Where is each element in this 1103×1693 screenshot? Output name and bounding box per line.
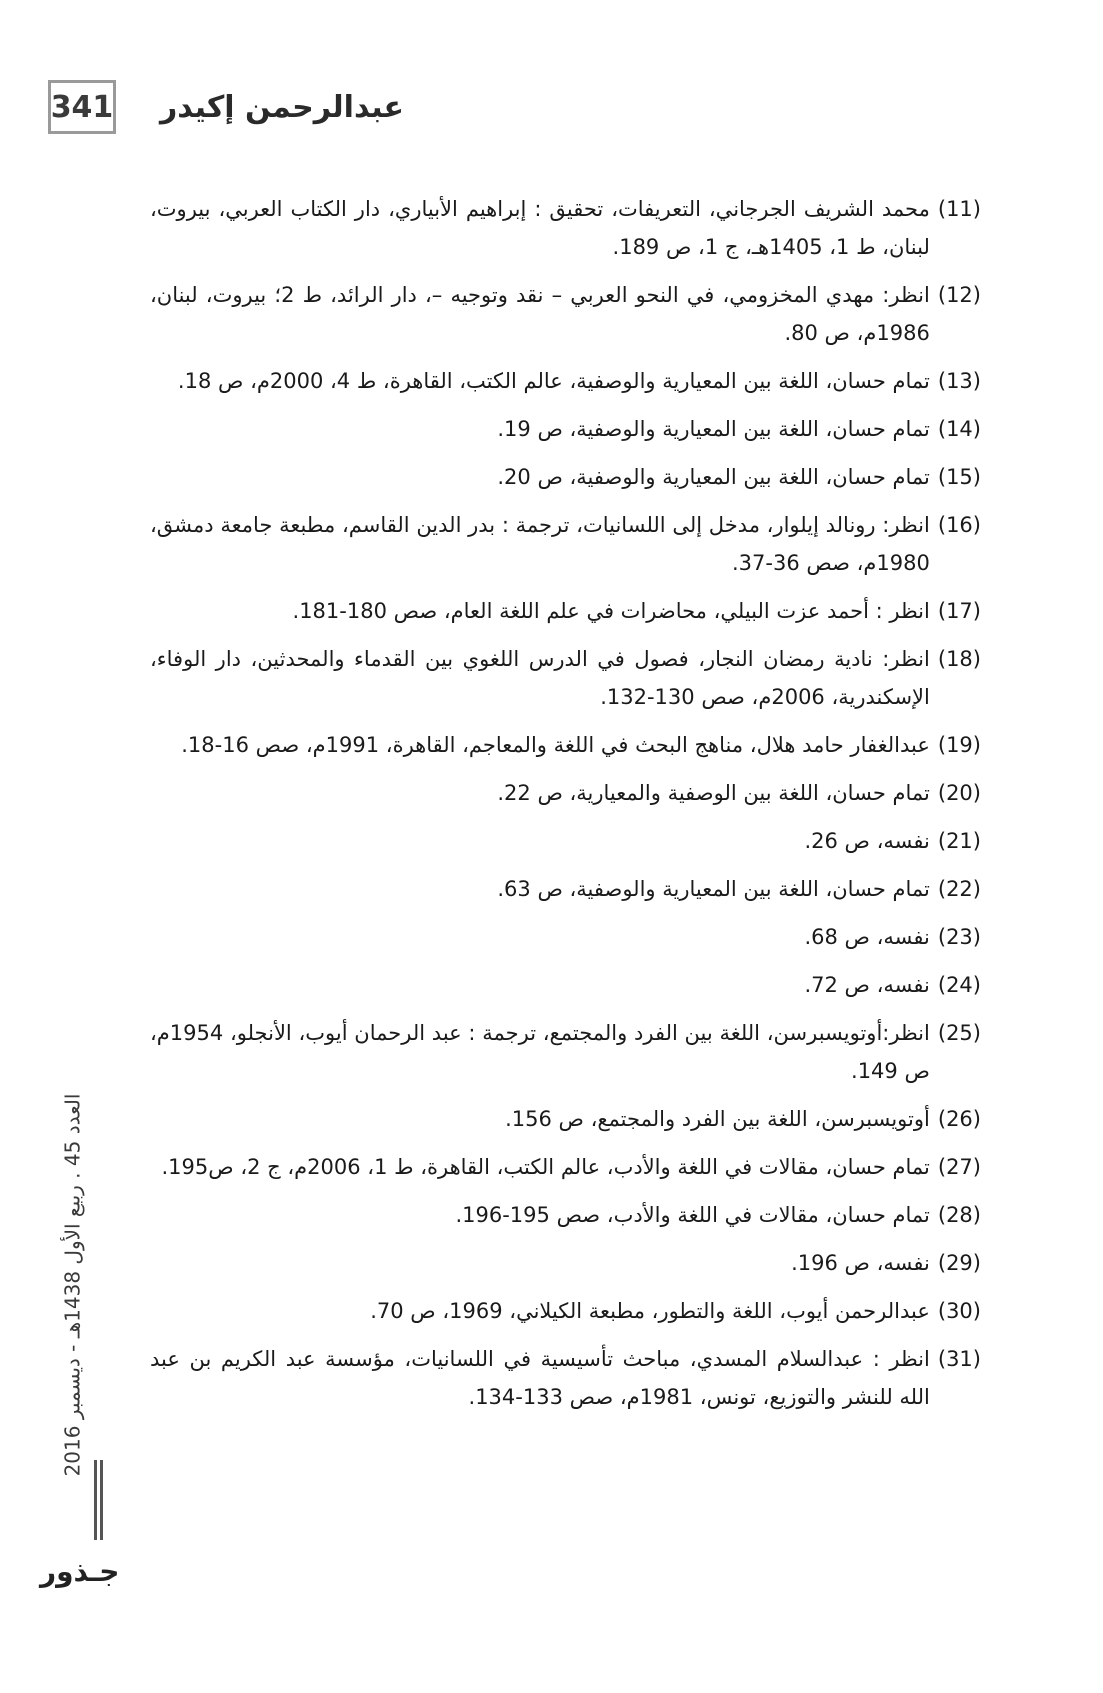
footnote-number: (17) bbox=[937, 599, 981, 623]
footnote-text: انظر : أحمد عزت البيلي، محاضرات في علم اللغة العام، صص 180-181. bbox=[292, 599, 930, 623]
footnote-item bbox=[150, 774, 981, 812]
footnote-text: تمام حسان، اللغة بين المعيارية والوصفية، ص 19. bbox=[497, 417, 930, 441]
footnote-number: (13) bbox=[937, 369, 981, 393]
sidebar-rule bbox=[100, 1460, 103, 1540]
footnote-number: (29) bbox=[937, 1251, 981, 1275]
footnote-text: أوتويسبرسن، اللغة بين الفرد والمجتمع، ص 156. bbox=[505, 1107, 930, 1131]
footnote-item bbox=[150, 918, 981, 956]
footnote-number: (12) bbox=[937, 283, 981, 307]
footnotes-list bbox=[150, 190, 981, 1426]
footnote-text: تمام حسان، مقالات في اللغة والأدب، صص 195-196. bbox=[455, 1203, 930, 1227]
footnote-item bbox=[150, 362, 981, 400]
footnote-number: (31) bbox=[937, 1347, 981, 1371]
footnote-text: نفسه، ص 26. bbox=[804, 829, 930, 853]
footnote-item bbox=[150, 1014, 981, 1090]
footnote-item bbox=[150, 410, 981, 448]
footnote-item bbox=[150, 640, 981, 716]
footnote-item bbox=[150, 870, 981, 908]
footnote-number: (23) bbox=[937, 925, 981, 949]
issue-info: العدد 45 . ربيع الأول 1438هـ - ديسمبر 2016 bbox=[60, 1093, 85, 1477]
footnote-number: (24) bbox=[937, 973, 981, 997]
footnote-text: انظر : عبدالسلام المسدي، مباحث تأسيسية في اللسانيات، مؤسسة عبد الكريم بن عبد الله للنشر والتوزيع، تونس، 1981م، صص 133-134. bbox=[150, 1347, 930, 1409]
sidebar-rule bbox=[94, 1460, 97, 1540]
footnote-item bbox=[150, 726, 981, 764]
footnote-item bbox=[150, 822, 981, 860]
footnote-text: محمد الشريف الجرجاني، التعريفات، تحقيق : إبراهيم الأبياري، دار الكتاب العربي، بيروت، لبنان، ط 1، 1405هـ، ج 1، ص 189. bbox=[150, 197, 930, 259]
footnote-number: (11) bbox=[937, 197, 981, 221]
footnote-number: (21) bbox=[937, 829, 981, 853]
author-name: عبدالرحمن إكيدر bbox=[160, 90, 405, 125]
footnote-text: تمام حسان، اللغة بين المعيارية والوصفية، عالم الكتب، القاهرة، ط 4، 2000م، ص 18. bbox=[177, 369, 930, 393]
footnote-text: تمام حسان، مقالات في اللغة والأدب، عالم الكتب، القاهرة، ط 1، 2006م، ج 2، ص195. bbox=[161, 1155, 930, 1179]
footnote-number: (14) bbox=[937, 417, 981, 441]
footnote-item bbox=[150, 1148, 981, 1186]
footnote-text: انظر: مهدي المخزومي، في النحو العربي – نقد وتوجيه –، دار الرائد، ط 2؛ بيروت، لبنان، 1986م، ص 80. bbox=[150, 283, 930, 345]
footnote-text: عبدالرحمن أيوب، اللغة والتطور، مطبعة الكيلاني، 1969، ص 70. bbox=[370, 1299, 930, 1323]
footnote-number: (16) bbox=[937, 513, 981, 537]
footnote-item bbox=[150, 1340, 981, 1416]
footnote-item bbox=[150, 1292, 981, 1330]
footnote-text: تمام حسان، اللغة بين المعيارية والوصفية، ص 20. bbox=[497, 465, 930, 489]
footnote-item bbox=[150, 592, 981, 630]
footnote-number: (18) bbox=[937, 647, 981, 671]
footnote-number: (30) bbox=[937, 1299, 981, 1323]
footnote-item bbox=[150, 190, 981, 266]
footnote-number: (20) bbox=[937, 781, 981, 805]
footnote-text: تمام حسان، اللغة بين الوصفية والمعيارية، ص 22. bbox=[497, 781, 930, 805]
footnote-text: عبدالغفار حامد هلال، مناهج البحث في اللغة والمعاجم، القاهرة، 1991م، صص 16-18. bbox=[181, 733, 930, 757]
footnote-item bbox=[150, 276, 981, 352]
issue-sidebar bbox=[50, 1050, 94, 1520]
footnote-text: تمام حسان، اللغة بين المعيارية والوصفية، ص 63. bbox=[497, 877, 930, 901]
footnote-number: (28) bbox=[937, 1203, 981, 1227]
footnote-number: (19) bbox=[937, 733, 981, 757]
footnote-item bbox=[150, 966, 981, 1004]
page-number: 341 bbox=[48, 80, 116, 134]
footnote-number: (25) bbox=[937, 1021, 981, 1045]
footnote-item bbox=[150, 1244, 981, 1282]
footnote-text: انظر:أوتويسبرسن، اللغة بين الفرد والمجتمع، ترجمة : عبد الرحمان أيوب، الأنجلو، 1954م، ص 149. bbox=[150, 1021, 930, 1083]
footnote-text: انظر: رونالد إيلوار، مدخل إلى اللسانيات، ترجمة : بدر الدين القاسم، مطبعة جامعة دمشق، 1980م، صص 36-37. bbox=[150, 513, 930, 575]
footnote-text: انظر: نادية رمضان النجار، فصول في الدرس اللغوي بين القدماء والمحدثين، دار الوفاء، الإسكندرية، 2006م، صص 130-132. bbox=[150, 647, 930, 709]
footnote-text: نفسه، ص 196. bbox=[791, 1251, 930, 1275]
footnote-item bbox=[150, 1100, 981, 1138]
footnote-number: (26) bbox=[937, 1107, 981, 1131]
journal-logo: جـذور bbox=[40, 1555, 120, 1588]
footnote-item bbox=[150, 506, 981, 582]
footnote-text: نفسه، ص 72. bbox=[804, 973, 930, 997]
footnote-number: (22) bbox=[937, 877, 981, 901]
footnote-text: نفسه، ص 68. bbox=[804, 925, 930, 949]
footnote-number: (27) bbox=[937, 1155, 981, 1179]
footnote-item bbox=[150, 1196, 981, 1234]
footnote-number: (15) bbox=[937, 465, 981, 489]
footnote-item bbox=[150, 458, 981, 496]
